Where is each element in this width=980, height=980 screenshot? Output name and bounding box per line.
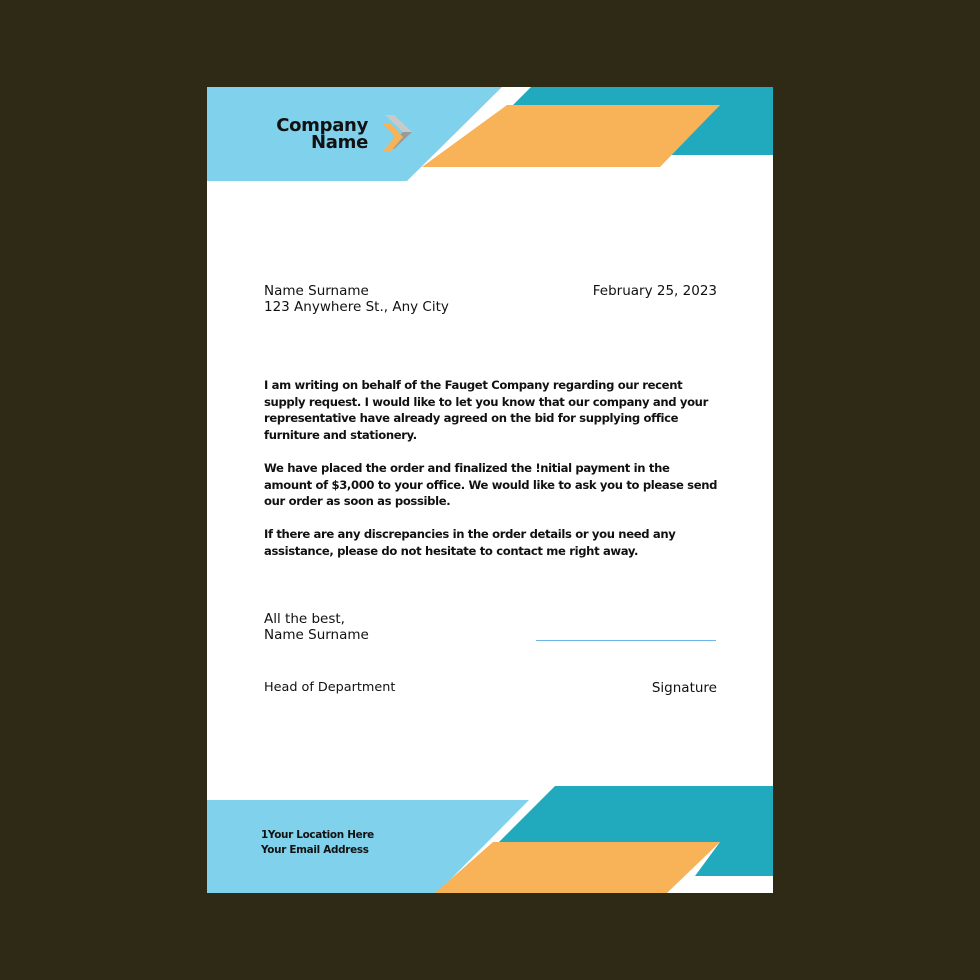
body-paragraph: I am writing on behalf of the Fauget Company regarding our recent supply request. I would like to let you know that our company and your representative have already agreed on the bid for supplying office furniture and stationery.: [264, 378, 708, 442]
letter-body: [264, 377, 719, 576]
company-name: [247, 117, 368, 151]
footer-email: Your Email Address: [261, 844, 369, 856]
letter-date: February 25, 2023: [592, 283, 717, 299]
letterhead-page: [207, 87, 773, 893]
company-name-line1: Company: [276, 115, 368, 136]
sender-name: Name Surname: [264, 627, 369, 643]
signature-line: [536, 640, 716, 641]
footer-contact: [261, 828, 374, 858]
signature-label: Signature: [651, 680, 717, 696]
closing-block: [264, 611, 369, 643]
sender-role: Head of Department: [264, 680, 396, 695]
body-paragraph: If there are any discrepancies in the order details or you need any assistance, please do not hesitate to contact me right away.: [264, 527, 676, 558]
company-name-line2: Name: [311, 132, 368, 153]
recipient-address: 123 Anywhere St., Any City: [264, 299, 449, 315]
recipient-block: [264, 283, 449, 315]
closing-salutation: All the best,: [264, 611, 345, 627]
recipient-name: Name Surname: [264, 283, 369, 299]
footer-location: 1Your Location Here: [261, 829, 374, 841]
body-paragraph: We have placed the order and finalized the !nitial payment in the amount of $3,000 to your office. We would like to ask you to please send our order as soon as possible.: [264, 460, 718, 509]
double-chevron-arrow-icon: [383, 115, 415, 155]
